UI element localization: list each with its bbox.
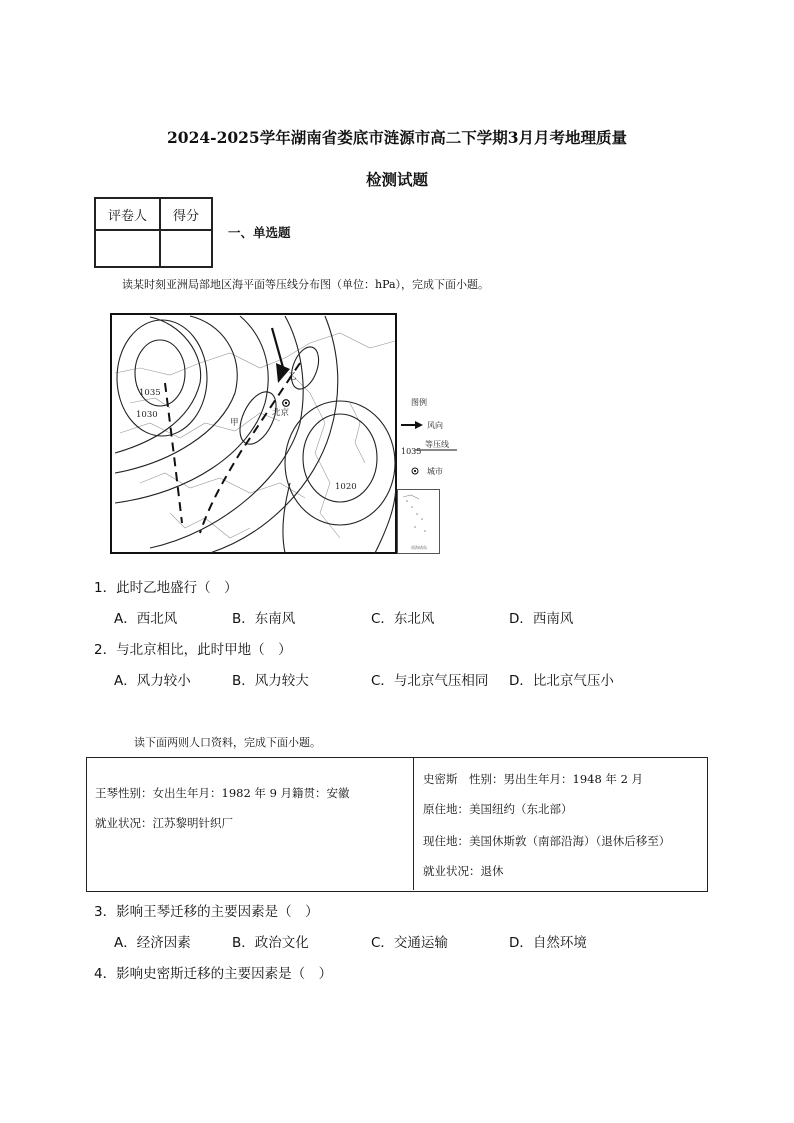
point-label-jia: 甲 [230,418,239,428]
question-3-option-a[interactable]: A．经济因素 [114,935,191,951]
legend-wind: 风向 [427,421,443,430]
section-heading: 一、单选题 [228,225,291,240]
population-left-cell [87,758,414,890]
isobar-map [110,313,397,554]
exam-title-line1: 2024-2025学年湖南省娄底市涟源市高二下学期3月月考地理质量 [167,128,627,147]
question-2-option-a[interactable]: A．风力较小 [114,673,191,689]
legend-city: 城市 [427,467,443,476]
exam-title-line2: 检测试题 [365,170,428,189]
grader-header: 评卷人 [95,198,160,230]
map-legend [397,393,477,483]
question-1-option-d[interactable]: D．西南风 [509,611,574,627]
population-right-cell [414,758,706,890]
question-3-option-c[interactable]: C．交通运输 [371,935,448,951]
smith-line4: 就业状况：退休 [423,864,504,878]
score-table [94,197,213,268]
wangqin-line2: 就业状况：江苏黎明针织厂 [95,816,233,830]
isobar-label-1020: 1020 [335,482,357,492]
question-1-option-b[interactable]: B．东南风 [232,611,296,627]
south-china-sea-inset [397,489,440,554]
smith-line2: 原住地：美国纽约（东北部） [423,802,573,816]
smith-line1: 史密斯 性别：男出生年月：1948 年 2 月 [423,772,644,786]
legend-title: 图例 [411,398,427,407]
point-label-yi: 乙 [288,372,297,382]
question-1-option-a[interactable]: A．西北风 [114,611,178,627]
isobar-label-1035: 1035 [139,388,161,398]
question-3-option-b[interactable]: B．政治文化 [232,935,309,951]
question-2-option-d[interactable]: D．比北京气压小 [509,673,614,689]
grader-cell [95,230,160,267]
question-2-option-b[interactable]: B．风力较大 [232,673,309,689]
question-intro-1: 读某时刻亚洲局部地区海平面等压线分布图（单位：hPa），完成下面小题。 [122,278,490,291]
smith-line3: 现住地：美国休斯敦（南部沿海）（退休后移至） [423,834,671,848]
isobar-label-1030: 1030 [136,410,158,420]
population-table [86,757,708,892]
question-1-stem: 1．此时乙地盛行（ ） [94,580,238,596]
question-4-stem: 4．影响史密斯迁移的主要因素是（ ） [94,966,333,982]
wangqin-line1: 王琴性别：女出生年月：1982 年 9 月籍贯：安徽 [95,786,350,800]
legend-isobar-value: 1035 [401,447,422,456]
city-label-beijing: 北京 [272,408,290,418]
inset-label: 南海诸岛 [411,545,427,550]
question-1-option-c[interactable]: C．东北风 [371,611,435,627]
legend-isobar: 等压线 [425,440,449,449]
question-intro-2: 读下面两则人口资料，完成下面小题。 [134,736,321,749]
score-header: 得分 [160,198,212,230]
question-2-option-c[interactable]: C．与北京气压相同 [371,673,489,689]
question-3-stem: 3．影响王琴迁移的主要因素是（ ） [94,904,319,920]
question-2-stem: 2．与北京相比，此时甲地（ ） [94,642,292,658]
question-3-option-d[interactable]: D．自然环境 [509,935,587,951]
score-cell [160,230,212,267]
